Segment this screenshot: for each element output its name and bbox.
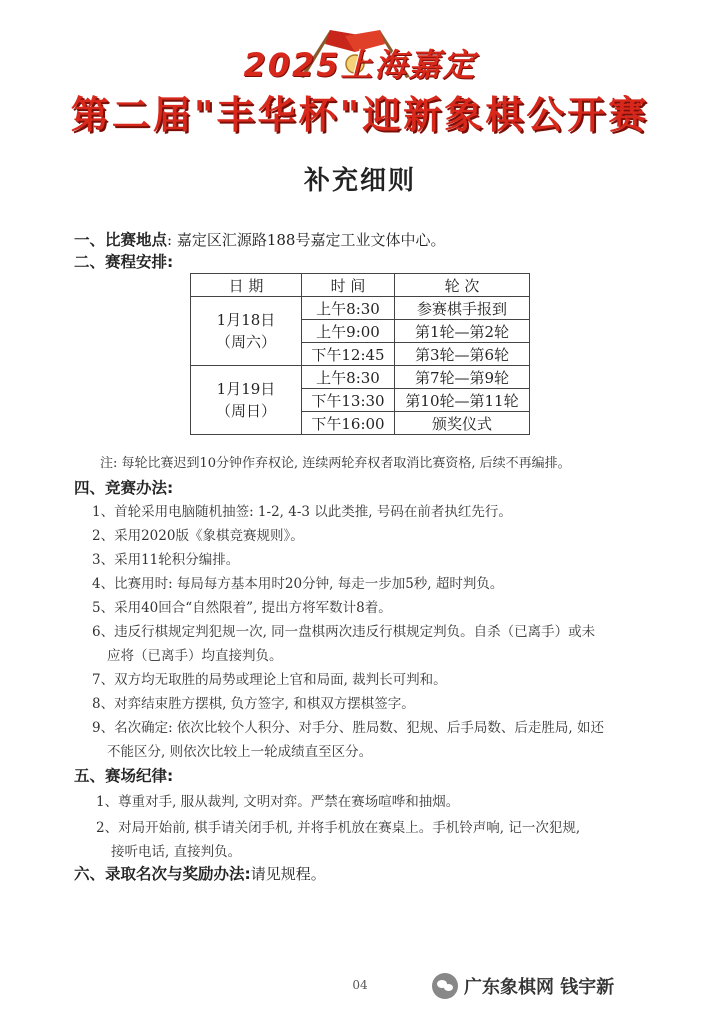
discipline-item: 2、对局开始前, 棋手请关闭手机, 并将手机放在赛桌上。手机铃声响, 记一次犯规, [96,820,581,836]
round-cell: 第10轮—第11轮 [395,389,530,412]
day-date: 1月19日 [216,380,276,398]
discipline-item: 1、尊重对手, 服从裁判, 文明对弈。严禁在赛场喧哗和抽烟。 [96,794,460,810]
time-cell: 上午9:00 [302,320,395,343]
watermark-text: 广东象棋网 钱宇新 [464,977,615,998]
page-number: 04 [352,978,368,992]
section-discipline-label: 五、赛场纪律: [74,767,174,785]
rule-item: 8、对弈结束胜方摆棋, 负方签字, 和棋双方摆棋签字。 [92,696,415,712]
round-cell: 第1轮—第2轮 [395,320,530,343]
rule-item-continued: 不能区分, 则依次比较上一轮成绩直至区分。 [107,744,373,760]
time-cell: 上午8:30 [302,297,395,320]
discipline-item-continued: 接听电话, 直接判负。 [111,844,242,860]
table-header-row [191,274,530,297]
watermark [432,972,614,1000]
round-cell: 参赛棋手报到 [395,297,530,320]
rule-item: 6、违反行棋规定判犯规一次, 同一盘棋两次违反行棋规定判负。自杀（已离手）或未 [92,624,596,640]
section-venue-label: 一、比赛地点 [74,231,168,249]
rule-item: 4、比赛用时: 每局每方基本用时20分钟, 每走一步加5秒, 超时判负。 [92,576,504,592]
table-row [191,366,530,389]
time-cell: 下午16:00 [302,412,395,435]
header-date: 日 期 [191,274,302,297]
rule-item-continued: 应将（已离手）均直接判负。 [107,648,283,664]
section-awards-label: 六、录取名次与奖励办法: [74,865,251,883]
section-venue [74,230,445,250]
wechat-icon [432,973,458,999]
section-competition-label: 四、竞赛办法: [74,479,174,497]
title-year-location: 2025上海嘉定 [243,46,477,84]
schedule-note: 注: 每轮比赛迟到10分钟作弃权论, 连续两轮弃权者取消比赛资格, 后续不再编排。 [100,456,571,471]
section-schedule-label: 二、赛程安排: [74,253,174,271]
time-cell: 上午8:30 [302,366,395,389]
rule-item: 5、采用40回合“自然限着”, 提出方将军数计8着。 [92,600,392,616]
day-weekday: （周日） [215,402,276,420]
section-discipline [74,766,173,786]
section-awards-text: 请见规程。 [250,865,326,883]
section-schedule [74,252,173,272]
rule-item: 9、名次确定: 依次比较个人积分、对手分、胜局数、犯规、后手局数、后走胜局, 如还 [92,720,605,736]
day-cell [191,366,302,435]
rule-item: 3、采用11轮积分编排。 [92,552,240,568]
page-title: 补充细则 [303,166,416,196]
day-date: 1月18日 [216,311,276,329]
header-time: 时 间 [302,274,395,297]
round-cell: 第7轮—第9轮 [395,366,530,389]
day-weekday: （周六） [215,333,276,351]
round-cell: 颁奖仪式 [395,412,530,435]
section-awards [74,864,326,884]
rule-item: 2、采用2020版《象棋竞赛规则》。 [92,528,304,544]
section-venue-text: : 嘉定区汇源路188号嘉定工业文体中心。 [167,231,446,249]
rule-item: 7、双方均无取胜的局势或理论上官和局面, 裁判长可判和。 [92,672,447,688]
time-cell: 下午12:45 [302,343,395,366]
day-cell [191,297,302,366]
time-cell: 下午13:30 [302,389,395,412]
table-row [191,297,530,320]
title-event-name: 第二届"丰华杯"迎新象棋公开赛 [70,93,650,137]
header-round: 轮 次 [395,274,530,297]
schedule-table [190,273,530,435]
section-competition [74,478,173,498]
round-cell: 第3轮—第6轮 [395,343,530,366]
header-banner [0,0,720,140]
rule-item: 1、首轮采用电脑随机抽签: 1-2, 4-3 以此类推, 号码在前者执红先行。 [92,504,512,520]
